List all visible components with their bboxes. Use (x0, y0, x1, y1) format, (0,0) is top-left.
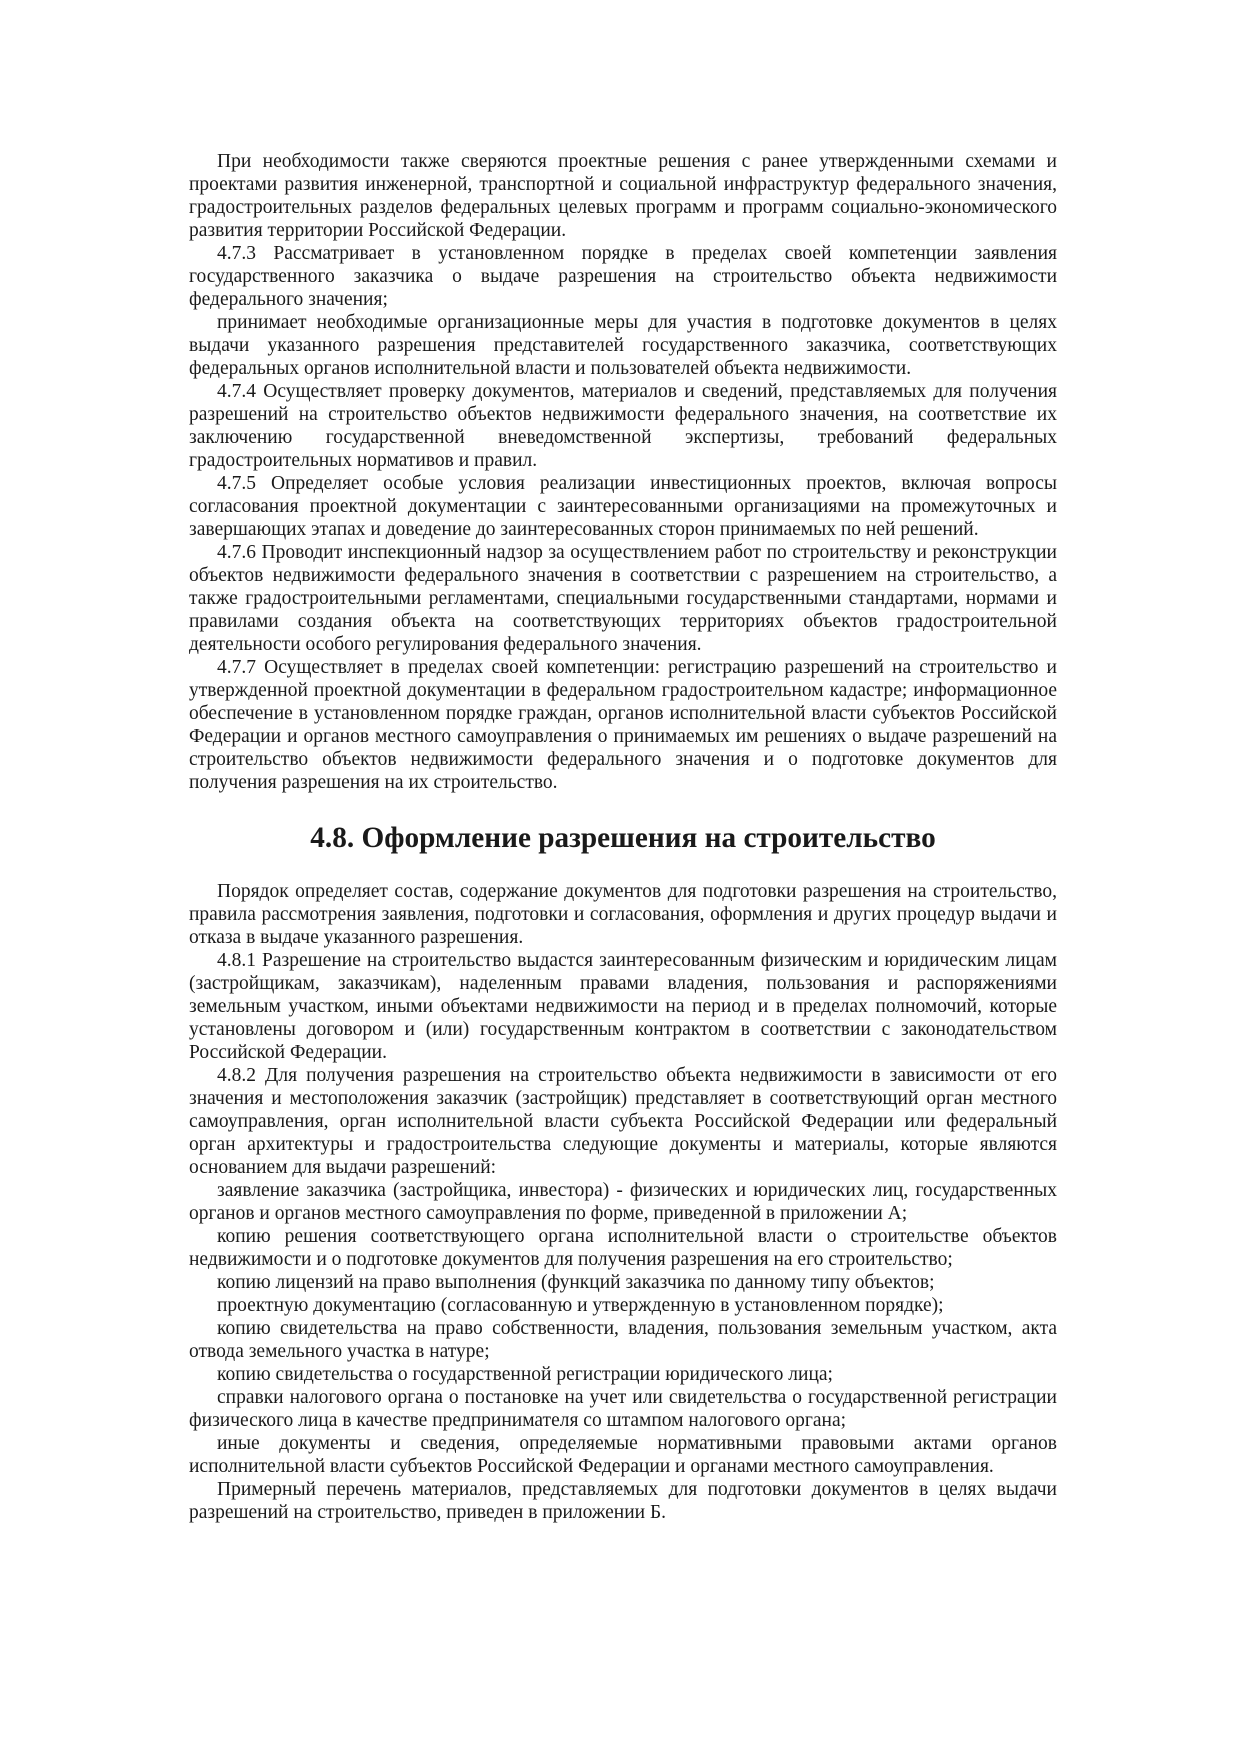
list-item-application: заявление заказчика (застройщика, инвестора) - физических и юридических лиц, государственных органов и органов местного самоуправления по форме, приведенной в приложении А; (189, 1180, 1057, 1224)
paragraph-4-8-2: 4.8.2 Для получения разрешения на строительство объекта недвижимости в зависимости от его значения и местоположения заказчик (застройщик) представляет в соответствующий орган местного самоуправления, орган исполнительной власти субъекта Российской Федерации или федеральный орган архитектуры и градостроительства следующие документы и материалы, которые являются основанием для выдачи разрешений: (189, 1065, 1057, 1178)
section-4-7-continuation (189, 150, 1057, 794)
paragraph-4-7-3-measures: принимает необходимые организационные меры для участия в подготовке документов в целях выдачи указанного разрешения представителей государственного заказчика, соответствующих федеральных органов исполнительной власти и пользователей объекта недвижимости. (189, 312, 1057, 379)
paragraph-4-7-3: 4.7.3 Рассматривает в установленном порядке в пределах своей компетенции заявления государственного заказчика о выдаче разрешения на строительство объекта недвижимости федерального значения; (189, 243, 1057, 310)
paragraph-infrastructure-check: При необходимости также сверяются проектные решения с ранее утвержденными схемами и проектами развития инженерной, транспортной и социальной инфраструктур федерального значения, градостроительных разделов федеральных целевых программ и программ социально-экономического развития территории Российской Федерации. (189, 151, 1057, 241)
list-item-other-documents: иные документы и сведения, определяемые нормативными правовыми актами органов исполнительной власти субъектов Российской Федерации и органами местного самоуправления. (189, 1433, 1057, 1477)
paragraph-4-7-4: 4.7.4 Осуществляет проверку документов, материалов и сведений, представляемых для получения разрешений на строительство объектов недвижимости федерального значения, на соответствие их заключению государственной вневедомственной экспертизы, требований федеральных градостроительных нормативов и правил. (189, 381, 1057, 471)
paragraph-appendix-b: Примерный перечень материалов, представляемых для подготовки документов в целях выдачи разрешений на строительство, приведен в приложении Б. (189, 1479, 1057, 1523)
list-item-tax-certificate: справки налогового органа о постановке на учет или свидетельства о государственной регистрации физического лица в качестве предпринимателя со штампом налогового органа; (189, 1387, 1057, 1431)
list-item-project-docs: проектную документацию (согласованную и утвержденную в установленном порядке); (217, 1295, 944, 1316)
list-item-registration-certificate: копию свидетельства о государственной регистрации юридического лица; (217, 1364, 833, 1385)
document-page (189, 150, 1057, 1524)
section-4-8-body (189, 880, 1057, 1524)
paragraph-4-7-6: 4.7.6 Проводит инспекционный надзор за осуществлением работ по строительству и реконструкции объектов недвижимости федерального значения в соответствии с разрешением на строительство, а также градостроительными регламентами, специальными государственными стандартами, нормами и правилами создания объекта на соответствующих территориях объектов градостроительной деятельности особого регулирования федерального значения. (189, 542, 1057, 655)
section-heading-4-8: 4.8. Оформление разрешения на строительство (310, 822, 936, 854)
list-item-license-copy: копию лицензий на право выполнения (функций заказчика по данному типу объектов; (217, 1272, 935, 1293)
paragraph-4-8-1: 4.8.1 Разрешение на строительство выдастся заинтересованным физическим и юридическим лицам (застройщикам, заказчикам), наделенным правами владения, пользования и распоряжениями земельным участком, иными объектами недвижимости на период и в пределах полномочий, которые установлены договором и (или) государственным контрактом в соответствии с законодательством Российской Федерации. (189, 950, 1057, 1063)
paragraph-procedure: Порядок определяет состав, содержание документов для подготовки разрешения на строительство, правила рассмотрения заявления, подготовки и согласования, оформления и других процедур выдачи и отказа в выдаче указанного разрешения. (189, 881, 1057, 948)
paragraph-4-7-5: 4.7.5 Определяет особые условия реализации инвестиционных проектов, включая вопросы согласования проектной документации с заинтересованными организациями на промежуточных и завершающих этапах и доведение до заинтересованных сторон принимаемых по ней решений. (189, 473, 1057, 540)
list-item-ownership-certificate: копию свидетельства на право собственности, владения, пользования земельным участком, акта отвода земельного участка в натуре; (189, 1318, 1057, 1362)
list-item-decision-copy: копию решения соответствующего органа исполнительной власти о строительстве объектов недвижимости и о подготовке документов для получения разрешения на его строительство; (189, 1226, 1057, 1270)
paragraph-4-7-7: 4.7.7 Осуществляет в пределах своей компетенции: регистрацию разрешений на строительство и утвержденной проектной документации в федеральном градостроительном кадастре; информационное обеспечение в установленном порядке граждан, органов исполнительной власти субъектов Российской Федерации и органов местного самоуправления о принимаемых им решениях о выдаче разрешений на строительство объектов недвижимости федерального значения и о подготовке документов для получения разрешения на их строительство. (189, 657, 1057, 793)
